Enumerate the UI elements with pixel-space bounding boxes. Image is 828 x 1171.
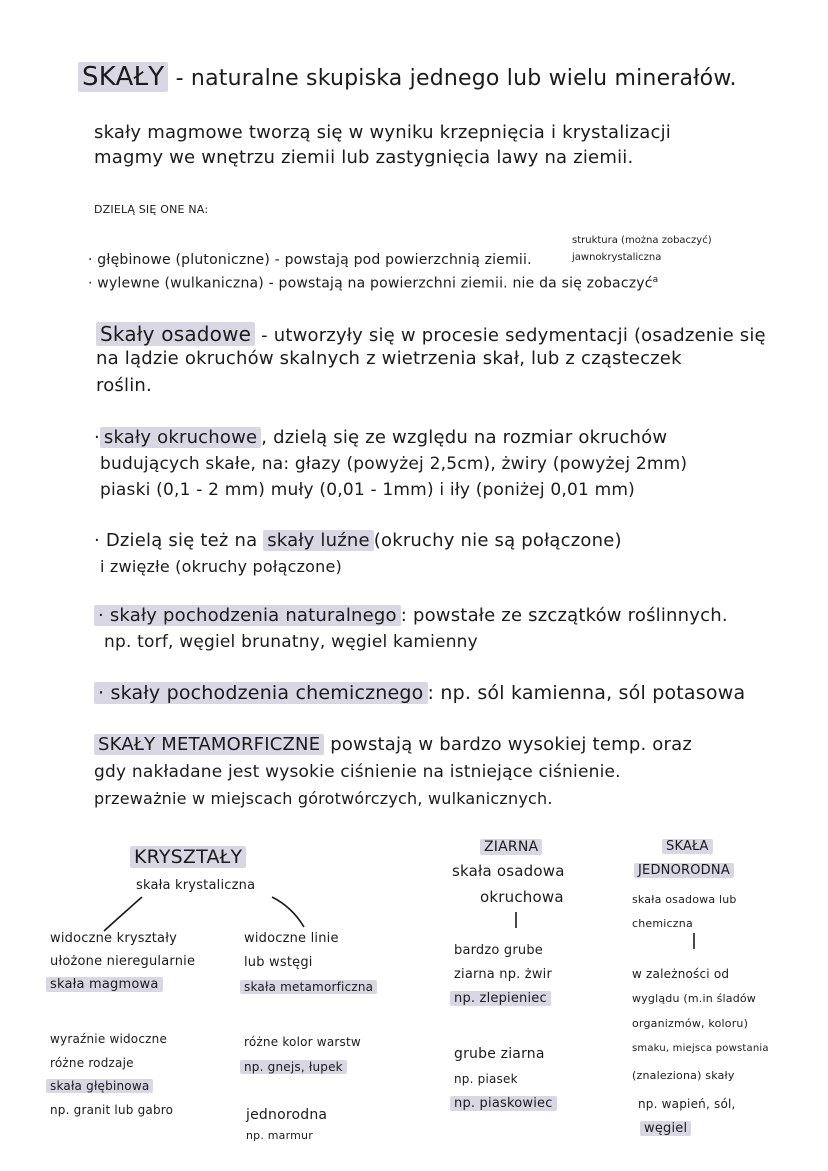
- krysztaly-branch-left: [104, 897, 142, 931]
- ziarna-line-6-text: np. piaskowiec: [450, 1096, 557, 1111]
- krysztaly-right-7: np. marmur: [246, 1129, 313, 1142]
- jednorodna-sub-1: skała osadowa lub: [632, 893, 737, 906]
- krysztaly-right-5-text: np. gnejs, łupek: [240, 1060, 347, 1074]
- title-line: [78, 64, 737, 90]
- krysztaly-title: [130, 848, 246, 867]
- krysztaly-title-text: KRYSZTAŁY: [130, 846, 246, 868]
- okruchowe-line-2: budujących skałe, na: głazy (powyżej 2,5cm), żwiry (powyżej 2mm): [100, 454, 688, 474]
- ziarna-connector: [513, 911, 519, 929]
- metamorficzne-line-1-text: powstają w bardzo wysokiej temp. oraz: [330, 734, 692, 755]
- magmowe-divide-heading: DZIELĄ SIĘ ONE NA:: [94, 203, 209, 216]
- okruchowe-line-1: [94, 429, 667, 447]
- ziarna-subtitle-2: okruchowa: [480, 888, 564, 906]
- jednorodna-line-6: np. wapień, sól,: [638, 1097, 736, 1111]
- jednorodna-line-2: wyglądu (m.in śladów: [632, 992, 757, 1005]
- krysztaly-left-5: różne rodzaje: [50, 1056, 134, 1070]
- krysztaly-left-1: widoczne kryształy: [50, 931, 178, 946]
- jednorodna-title-1: [662, 840, 713, 853]
- krysztaly-left-6: [46, 1080, 153, 1092]
- krysztaly-left-3-text: skała magmowa: [46, 977, 163, 992]
- osadowe-term: Skały osadowe: [96, 322, 255, 346]
- okruchowe-line-3: piaski (0,1 - 2 mm) muły (0,01 - 1mm) i iły (poniżej 0,01 mm): [100, 480, 635, 500]
- jednorodna-line-3: organizmów, koloru): [632, 1017, 749, 1030]
- krysztaly-left-3: [46, 978, 163, 991]
- osadowe-line-1: [96, 324, 766, 345]
- ziarna-title: [480, 840, 542, 854]
- magmowe-note-2: jawnokrystaliczna: [572, 252, 662, 263]
- krysztaly-right-1: widoczne linie: [244, 931, 339, 946]
- krysztaly-right-4: różne kolor warstw: [244, 1035, 361, 1049]
- ziarna-line-3-text: np. zlepieniec: [450, 991, 551, 1006]
- luzne-term: skały luźne: [263, 530, 374, 551]
- magmowe-bullet-wylewne-sup: a: [652, 275, 659, 285]
- krysztaly-right-3: [240, 981, 377, 993]
- ziarna-title-text: ZIARNA: [480, 839, 542, 855]
- krysztaly-branch-right: [272, 897, 304, 927]
- naturalne-line-2: np. torf, węgiel brunatny, węgiel kamienny: [104, 632, 478, 652]
- metamorficzne-line-3: przeważnie w miejscach górotwórczych, wulkanicznych.: [94, 789, 553, 808]
- jednorodna-sub-2: chemiczna: [632, 917, 693, 930]
- magmowe-line-2: magmy we wnętrzu ziemii lub zastygnięcia lawy na ziemii.: [94, 147, 634, 168]
- jednorodna-title-1-text: SKAŁA: [662, 839, 713, 854]
- metamorficzne-line-2: gdy nakładane jest wysokie ciśnienie na istniejące ciśnienie.: [94, 762, 621, 782]
- krysztaly-right-2: lub wstęgi: [244, 955, 313, 970]
- naturalne-post: : powstałe ze szczątków roślinnych.: [400, 605, 728, 626]
- chemiczne-line: [94, 684, 745, 703]
- okruchowe-line-1-text: , dzielą się ze względu na rozmiar okruchów: [261, 427, 668, 448]
- jednorodna-line-1: w zależności od: [632, 967, 730, 981]
- okruchowe-bullet: ·: [94, 427, 100, 448]
- ziarna-line-3: [450, 992, 551, 1005]
- jednorodna-title-2: [634, 864, 734, 877]
- title-definition: - naturalne skupiska jednego lub wielu minerałów.: [175, 66, 737, 91]
- metamorficzne-term: SKAŁY METAMORFICZNE: [94, 734, 324, 755]
- krysztaly-left-6-text: skała głębinowa: [46, 1079, 153, 1093]
- ziarna-line-6: [450, 1097, 557, 1110]
- magmowe-bullet-wylewne-text: · wylewne (wulkaniczna) - powstają na powierzchni ziemii. nie da się zobaczyć: [88, 275, 653, 292]
- krysztaly-subtitle: skała krystaliczna: [136, 878, 256, 893]
- ziarna-line-1: bardzo grube: [454, 943, 543, 958]
- krysztaly-left-4: wyraźnie widoczne: [50, 1032, 168, 1046]
- ziarna-line-5: np. piasek: [454, 1072, 518, 1086]
- title-term: SKAŁY: [78, 62, 168, 92]
- krysztaly-right-3-text: skała metamorficzna: [240, 980, 377, 994]
- jednorodna-line-5: (znaleziona) skały: [632, 1069, 735, 1082]
- naturalne-line-1: [94, 607, 728, 625]
- jednorodna-line-4: smaku, miejsca powstania: [632, 1043, 769, 1054]
- magmowe-bullet-glebinowe: · głębinowe (plutoniczne) - powstają pod powierzchnią ziemii.: [88, 252, 532, 268]
- naturalne-term: · skały pochodzenia naturalnego: [94, 605, 401, 626]
- ziarna-line-2: ziarna np. żwir: [454, 967, 553, 982]
- luzne-post: (okruchy nie są połączone): [373, 530, 622, 551]
- krysztaly-right-6: jednorodna: [246, 1107, 328, 1123]
- chemiczne-term: · skały pochodzenia chemicznego: [94, 682, 428, 704]
- osadowe-line-2: na lądzie okruchów skalnych z wietrzenia skał, lub z cząsteczek: [96, 348, 682, 369]
- luzne-line-2: i zwięzłe (okruchy połączone): [100, 557, 342, 576]
- jednorodna-connector: [691, 932, 697, 950]
- luzne-line-1: [94, 532, 622, 550]
- luzne-pre: · Dzielą się też na: [94, 530, 258, 551]
- magmowe-bullet-wylewne: [88, 276, 658, 291]
- krysztaly-left-2: ułożone nieregularnie: [50, 954, 196, 969]
- ziarna-subtitle-1: skała osadowa: [452, 862, 565, 880]
- okruchowe-term: skały okruchowe: [100, 427, 261, 448]
- chemiczne-post: : np. sól kamienna, sól potasowa: [427, 682, 746, 704]
- jednorodna-line-7: [640, 1122, 691, 1135]
- jednorodna-line-7-text: węgiel: [640, 1121, 691, 1136]
- metamorficzne-line-1: [94, 736, 692, 754]
- osadowe-line-3: roślin.: [96, 375, 152, 396]
- osadowe-line-1-text: - utworzyły się w procesie sedymentacji (osadzenie się: [261, 325, 766, 346]
- jednorodna-title-2-text: JEDNORODNA: [634, 863, 734, 878]
- ziarna-line-4: grube ziarna: [454, 1046, 545, 1062]
- magmowe-line-1: skały magmowe tworzą się w wyniku krzepnięcia i krystalizacji: [94, 122, 672, 143]
- krysztaly-left-7: np. granit lub gabro: [50, 1103, 174, 1117]
- krysztaly-right-5: [240, 1061, 347, 1073]
- magmowe-note-1: struktura (można zobaczyć): [572, 235, 712, 246]
